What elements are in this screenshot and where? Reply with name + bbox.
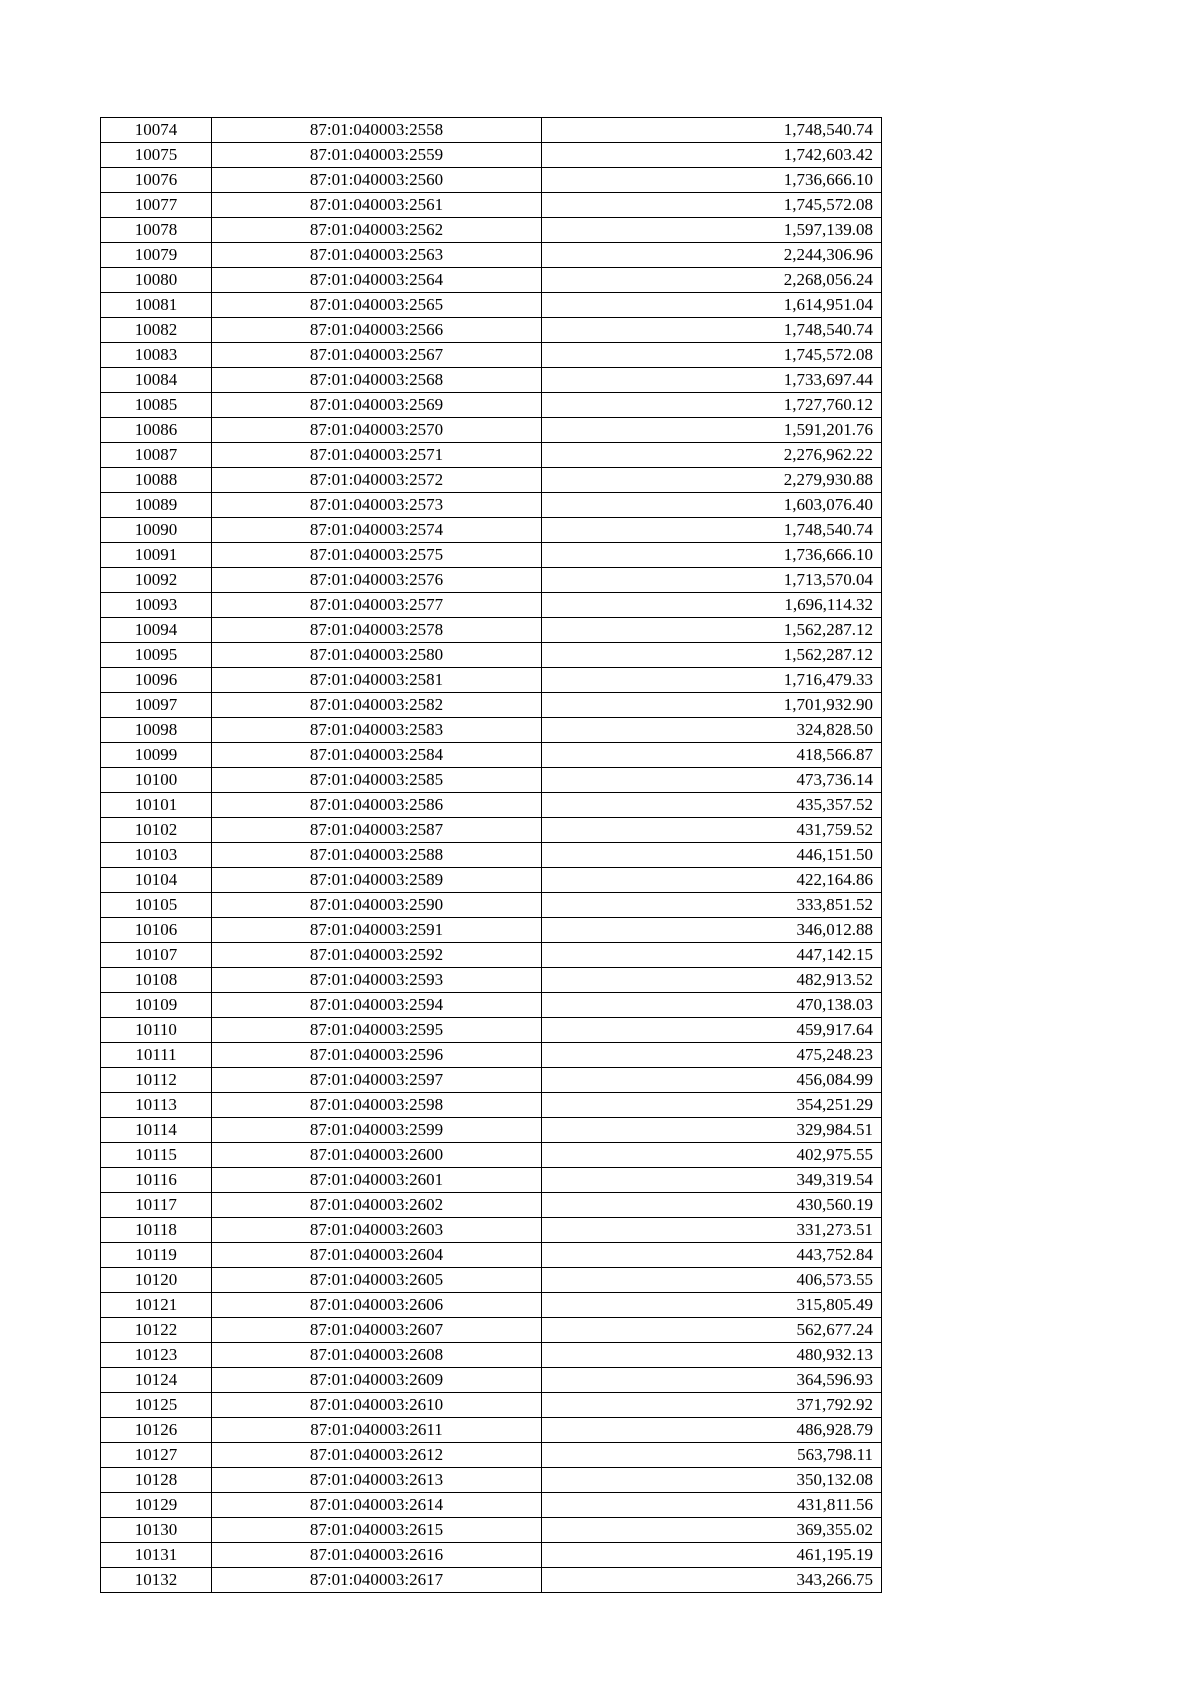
row-number-cell: 10114 <box>101 1118 212 1143</box>
table-row <box>101 1243 882 1268</box>
table-row <box>101 993 882 1018</box>
cadastral-number-cell: 87:01:040003:2617 <box>212 1568 542 1593</box>
cadastral-number-cell: 87:01:040003:2561 <box>212 193 542 218</box>
row-number-cell: 10111 <box>101 1043 212 1068</box>
cadastral-number-cell: 87:01:040003:2589 <box>212 868 542 893</box>
table-row <box>101 243 882 268</box>
value-cell: 1,736,666.10 <box>542 168 882 193</box>
value-cell: 1,748,540.74 <box>542 118 882 143</box>
value-cell: 461,195.19 <box>542 1543 882 1568</box>
value-cell: 350,132.08 <box>542 1468 882 1493</box>
table-row <box>101 968 882 993</box>
table-row <box>101 393 882 418</box>
cadastral-number-cell: 87:01:040003:2570 <box>212 418 542 443</box>
value-cell: 406,573.55 <box>542 1268 882 1293</box>
cadastral-number-cell: 87:01:040003:2595 <box>212 1018 542 1043</box>
cadastral-number-cell: 87:01:040003:2567 <box>212 343 542 368</box>
value-cell: 343,266.75 <box>542 1568 882 1593</box>
cadastral-number-cell: 87:01:040003:2586 <box>212 793 542 818</box>
cadastral-number-cell: 87:01:040003:2560 <box>212 168 542 193</box>
value-cell: 1,562,287.12 <box>542 643 882 668</box>
row-number-cell: 10115 <box>101 1143 212 1168</box>
row-number-cell: 10120 <box>101 1268 212 1293</box>
cadastral-number-cell: 87:01:040003:2598 <box>212 1093 542 1118</box>
value-cell: 1,742,603.42 <box>542 143 882 168</box>
cadastral-number-cell: 87:01:040003:2605 <box>212 1268 542 1293</box>
cadastral-number-cell: 87:01:040003:2575 <box>212 543 542 568</box>
value-cell: 1,603,076.40 <box>542 493 882 518</box>
table-row <box>101 1318 882 1343</box>
cadastral-number-cell: 87:01:040003:2573 <box>212 493 542 518</box>
value-cell: 371,792.92 <box>542 1393 882 1418</box>
value-cell: 435,357.52 <box>542 793 882 818</box>
row-number-cell: 10104 <box>101 868 212 893</box>
cadastral-number-cell: 87:01:040003:2613 <box>212 1468 542 1493</box>
cadastral-number-cell: 87:01:040003:2606 <box>212 1293 542 1318</box>
table-row <box>101 918 882 943</box>
cadastral-number-cell: 87:01:040003:2614 <box>212 1493 542 1518</box>
cadastral-number-cell: 87:01:040003:2571 <box>212 443 542 468</box>
table-row <box>101 1093 882 1118</box>
cadastral-number-cell: 87:01:040003:2600 <box>212 1143 542 1168</box>
cadastral-number-cell: 87:01:040003:2559 <box>212 143 542 168</box>
row-number-cell: 10127 <box>101 1443 212 1468</box>
cadastral-number-cell: 87:01:040003:2576 <box>212 568 542 593</box>
value-cell: 2,268,056.24 <box>542 268 882 293</box>
cadastral-number-cell: 87:01:040003:2585 <box>212 768 542 793</box>
cadastral-number-cell: 87:01:040003:2602 <box>212 1193 542 1218</box>
value-cell: 354,251.29 <box>542 1093 882 1118</box>
value-cell: 1,597,139.08 <box>542 218 882 243</box>
row-number-cell: 10122 <box>101 1318 212 1343</box>
value-cell: 459,917.64 <box>542 1018 882 1043</box>
table-row <box>101 843 882 868</box>
row-number-cell: 10081 <box>101 293 212 318</box>
row-number-cell: 10099 <box>101 743 212 768</box>
table-row <box>101 193 882 218</box>
cadastral-number-cell: 87:01:040003:2590 <box>212 893 542 918</box>
table-row <box>101 368 882 393</box>
table-row <box>101 468 882 493</box>
table-row <box>101 1043 882 1068</box>
table-row <box>101 793 882 818</box>
row-number-cell: 10132 <box>101 1568 212 1593</box>
row-number-cell: 10112 <box>101 1068 212 1093</box>
cadastral-number-cell: 87:01:040003:2569 <box>212 393 542 418</box>
table-row <box>101 218 882 243</box>
value-cell: 402,975.55 <box>542 1143 882 1168</box>
value-cell: 346,012.88 <box>542 918 882 943</box>
cadastral-number-cell: 87:01:040003:2558 <box>212 118 542 143</box>
table-row <box>101 443 882 468</box>
table-row <box>101 1143 882 1168</box>
value-cell: 443,752.84 <box>542 1243 882 1268</box>
row-number-cell: 10113 <box>101 1093 212 1118</box>
value-cell: 2,279,930.88 <box>542 468 882 493</box>
value-cell: 364,596.93 <box>542 1368 882 1393</box>
table-row <box>101 1268 882 1293</box>
table-body <box>101 118 882 1593</box>
cadastral-number-cell: 87:01:040003:2563 <box>212 243 542 268</box>
row-number-cell: 10106 <box>101 918 212 943</box>
cadastral-number-cell: 87:01:040003:2580 <box>212 643 542 668</box>
table-row <box>101 743 882 768</box>
value-cell: 430,560.19 <box>542 1193 882 1218</box>
cadastral-number-cell: 87:01:040003:2572 <box>212 468 542 493</box>
cadastral-number-cell: 87:01:040003:2574 <box>212 518 542 543</box>
row-number-cell: 10077 <box>101 193 212 218</box>
cadastral-number-cell: 87:01:040003:2609 <box>212 1368 542 1393</box>
row-number-cell: 10110 <box>101 1018 212 1043</box>
table-row <box>101 1518 882 1543</box>
table-row <box>101 1118 882 1143</box>
value-cell: 431,811.56 <box>542 1493 882 1518</box>
cadastral-number-cell: 87:01:040003:2610 <box>212 1393 542 1418</box>
row-number-cell: 10123 <box>101 1343 212 1368</box>
row-number-cell: 10075 <box>101 143 212 168</box>
value-cell: 349,319.54 <box>542 1168 882 1193</box>
cadastral-number-cell: 87:01:040003:2584 <box>212 743 542 768</box>
cadastral-number-cell: 87:01:040003:2568 <box>212 368 542 393</box>
row-number-cell: 10119 <box>101 1243 212 1268</box>
table-row <box>101 1168 882 1193</box>
cadastral-number-cell: 87:01:040003:2566 <box>212 318 542 343</box>
cadastral-number-cell: 87:01:040003:2616 <box>212 1543 542 1568</box>
row-number-cell: 10121 <box>101 1293 212 1318</box>
row-number-cell: 10079 <box>101 243 212 268</box>
cadastral-number-cell: 87:01:040003:2604 <box>212 1243 542 1268</box>
value-cell: 470,138.03 <box>542 993 882 1018</box>
value-cell: 324,828.50 <box>542 718 882 743</box>
row-number-cell: 10090 <box>101 518 212 543</box>
value-cell: 482,913.52 <box>542 968 882 993</box>
table-row <box>101 618 882 643</box>
table-row <box>101 168 882 193</box>
row-number-cell: 10092 <box>101 568 212 593</box>
cadastral-number-cell: 87:01:040003:2583 <box>212 718 542 743</box>
cadastral-number-cell: 87:01:040003:2599 <box>212 1118 542 1143</box>
value-cell: 480,932.13 <box>542 1343 882 1368</box>
value-cell: 486,928.79 <box>542 1418 882 1443</box>
value-cell: 1,562,287.12 <box>542 618 882 643</box>
table-row <box>101 768 882 793</box>
cadastral-number-cell: 87:01:040003:2564 <box>212 268 542 293</box>
value-cell: 2,276,962.22 <box>542 443 882 468</box>
table-row <box>101 943 882 968</box>
row-number-cell: 10096 <box>101 668 212 693</box>
value-cell: 1,696,114.32 <box>542 593 882 618</box>
value-cell: 315,805.49 <box>542 1293 882 1318</box>
table-row <box>101 693 882 718</box>
value-cell: 369,355.02 <box>542 1518 882 1543</box>
cadastral-value-table <box>100 117 882 1593</box>
row-number-cell: 10084 <box>101 368 212 393</box>
table-row <box>101 493 882 518</box>
table-row <box>101 543 882 568</box>
row-number-cell: 10076 <box>101 168 212 193</box>
table-row <box>101 343 882 368</box>
table-row <box>101 1343 882 1368</box>
table-row <box>101 718 882 743</box>
cadastral-number-cell: 87:01:040003:2596 <box>212 1043 542 1068</box>
row-number-cell: 10130 <box>101 1518 212 1543</box>
cadastral-number-cell: 87:01:040003:2581 <box>212 668 542 693</box>
cadastral-number-cell: 87:01:040003:2582 <box>212 693 542 718</box>
row-number-cell: 10095 <box>101 643 212 668</box>
row-number-cell: 10109 <box>101 993 212 1018</box>
table-row <box>101 1393 882 1418</box>
table-row <box>101 1468 882 1493</box>
row-number-cell: 10091 <box>101 543 212 568</box>
table-row <box>101 868 882 893</box>
table-row <box>101 668 882 693</box>
cadastral-number-cell: 87:01:040003:2607 <box>212 1318 542 1343</box>
row-number-cell: 10103 <box>101 843 212 868</box>
table-row <box>101 1368 882 1393</box>
value-cell: 1,748,540.74 <box>542 318 882 343</box>
value-cell: 1,745,572.08 <box>542 343 882 368</box>
table-row <box>101 1293 882 1318</box>
table-row <box>101 268 882 293</box>
table-row <box>101 818 882 843</box>
table-row <box>101 293 882 318</box>
row-number-cell: 10128 <box>101 1468 212 1493</box>
row-number-cell: 10085 <box>101 393 212 418</box>
row-number-cell: 10107 <box>101 943 212 968</box>
row-number-cell: 10105 <box>101 893 212 918</box>
cadastral-number-cell: 87:01:040003:2608 <box>212 1343 542 1368</box>
table-row <box>101 143 882 168</box>
table-row <box>101 1443 882 1468</box>
row-number-cell: 10083 <box>101 343 212 368</box>
table-row <box>101 593 882 618</box>
row-number-cell: 10117 <box>101 1193 212 1218</box>
table-row <box>101 1493 882 1518</box>
value-cell: 1,748,540.74 <box>542 518 882 543</box>
row-number-cell: 10080 <box>101 268 212 293</box>
table-row <box>101 1568 882 1593</box>
value-cell: 331,273.51 <box>542 1218 882 1243</box>
value-cell: 1,733,697.44 <box>542 368 882 393</box>
value-cell: 1,591,201.76 <box>542 418 882 443</box>
cadastral-number-cell: 87:01:040003:2565 <box>212 293 542 318</box>
table-row <box>101 1193 882 1218</box>
table-row <box>101 1218 882 1243</box>
cadastral-number-cell: 87:01:040003:2591 <box>212 918 542 943</box>
value-cell: 2,244,306.96 <box>542 243 882 268</box>
row-number-cell: 10126 <box>101 1418 212 1443</box>
value-cell: 562,677.24 <box>542 1318 882 1343</box>
row-number-cell: 10100 <box>101 768 212 793</box>
cadastral-number-cell: 87:01:040003:2577 <box>212 593 542 618</box>
table-row <box>101 1543 882 1568</box>
row-number-cell: 10129 <box>101 1493 212 1518</box>
row-number-cell: 10094 <box>101 618 212 643</box>
row-number-cell: 10102 <box>101 818 212 843</box>
row-number-cell: 10078 <box>101 218 212 243</box>
row-number-cell: 10082 <box>101 318 212 343</box>
row-number-cell: 10086 <box>101 418 212 443</box>
cadastral-number-cell: 87:01:040003:2593 <box>212 968 542 993</box>
row-number-cell: 10125 <box>101 1393 212 1418</box>
value-cell: 475,248.23 <box>542 1043 882 1068</box>
row-number-cell: 10074 <box>101 118 212 143</box>
value-cell: 1,716,479.33 <box>542 668 882 693</box>
row-number-cell: 10087 <box>101 443 212 468</box>
table-row <box>101 643 882 668</box>
table-row <box>101 418 882 443</box>
value-cell: 418,566.87 <box>542 743 882 768</box>
value-cell: 473,736.14 <box>542 768 882 793</box>
table-row <box>101 1068 882 1093</box>
value-cell: 1,736,666.10 <box>542 543 882 568</box>
row-number-cell: 10098 <box>101 718 212 743</box>
value-cell: 446,151.50 <box>542 843 882 868</box>
value-cell: 422,164.86 <box>542 868 882 893</box>
cadastral-number-cell: 87:01:040003:2562 <box>212 218 542 243</box>
value-cell: 563,798.11 <box>542 1443 882 1468</box>
value-cell: 1,727,760.12 <box>542 393 882 418</box>
value-cell: 333,851.52 <box>542 893 882 918</box>
table-row <box>101 1418 882 1443</box>
cadastral-number-cell: 87:01:040003:2611 <box>212 1418 542 1443</box>
row-number-cell: 10118 <box>101 1218 212 1243</box>
row-number-cell: 10131 <box>101 1543 212 1568</box>
table-row <box>101 318 882 343</box>
value-cell: 1,614,951.04 <box>542 293 882 318</box>
row-number-cell: 10089 <box>101 493 212 518</box>
value-cell: 1,745,572.08 <box>542 193 882 218</box>
value-cell: 431,759.52 <box>542 818 882 843</box>
row-number-cell: 10108 <box>101 968 212 993</box>
cadastral-number-cell: 87:01:040003:2597 <box>212 1068 542 1093</box>
row-number-cell: 10124 <box>101 1368 212 1393</box>
table-row <box>101 893 882 918</box>
row-number-cell: 10097 <box>101 693 212 718</box>
value-cell: 447,142.15 <box>542 943 882 968</box>
cadastral-number-cell: 87:01:040003:2588 <box>212 843 542 868</box>
cadastral-number-cell: 87:01:040003:2603 <box>212 1218 542 1243</box>
cadastral-number-cell: 87:01:040003:2592 <box>212 943 542 968</box>
value-cell: 456,084.99 <box>542 1068 882 1093</box>
cadastral-number-cell: 87:01:040003:2615 <box>212 1518 542 1543</box>
cadastral-number-cell: 87:01:040003:2612 <box>212 1443 542 1468</box>
row-number-cell: 10088 <box>101 468 212 493</box>
cadastral-number-cell: 87:01:040003:2601 <box>212 1168 542 1193</box>
row-number-cell: 10093 <box>101 593 212 618</box>
table-row <box>101 518 882 543</box>
value-cell: 1,713,570.04 <box>542 568 882 593</box>
table-row <box>101 568 882 593</box>
value-cell: 329,984.51 <box>542 1118 882 1143</box>
table-row <box>101 1018 882 1043</box>
cadastral-number-cell: 87:01:040003:2594 <box>212 993 542 1018</box>
cadastral-number-cell: 87:01:040003:2578 <box>212 618 542 643</box>
table-row <box>101 118 882 143</box>
value-cell: 1,701,932.90 <box>542 693 882 718</box>
cadastral-number-cell: 87:01:040003:2587 <box>212 818 542 843</box>
row-number-cell: 10116 <box>101 1168 212 1193</box>
row-number-cell: 10101 <box>101 793 212 818</box>
